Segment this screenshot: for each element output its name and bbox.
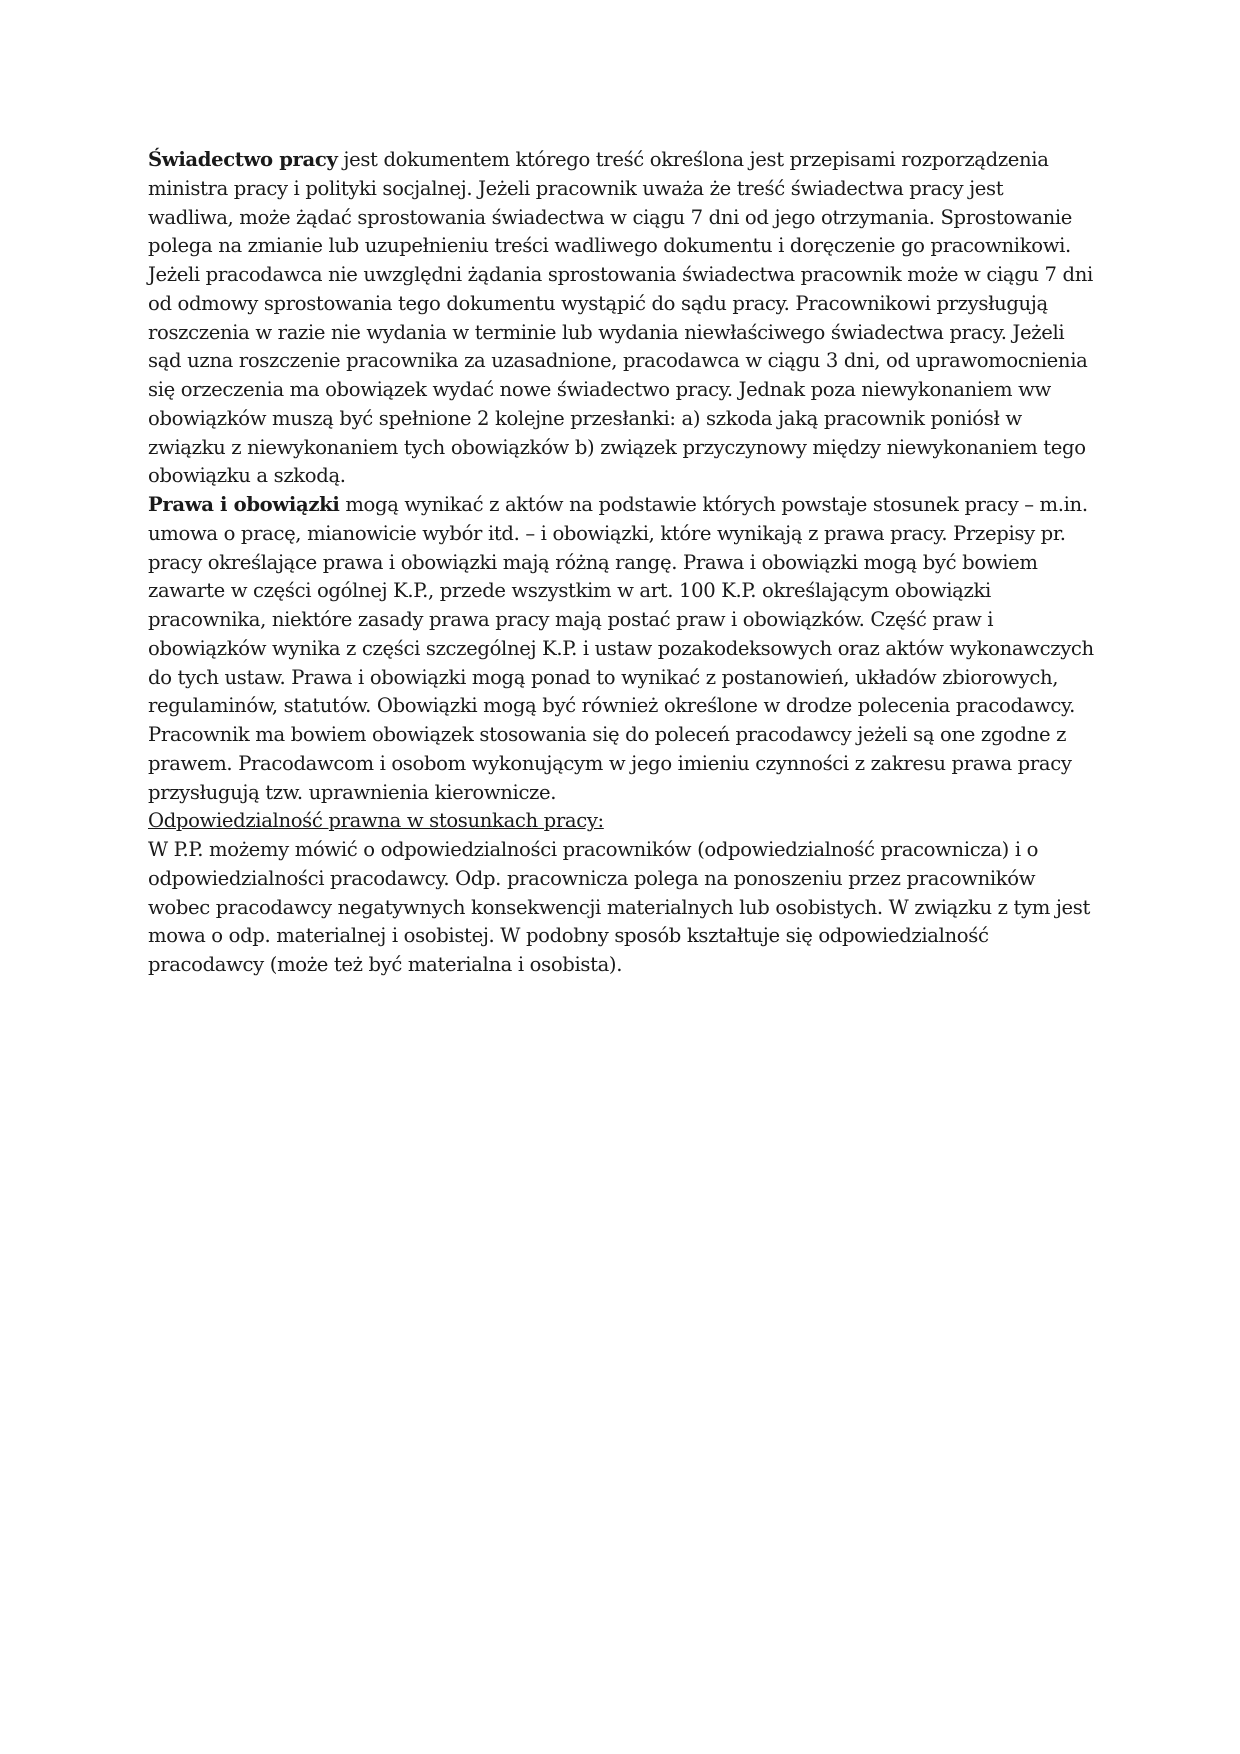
paragraph-lead-term: Prawa i obowiązki [148, 493, 340, 516]
paragraph-text: mogą wynikać z aktów na podstawie których powstaje stosunek pracy – m.in. umowa o pracę, mianowicie wybór itd. – i obowiązki, które wynikają z prawa pracy. Przepisy pr. pracy określające prawa i obowiązki mają różną rangę. Prawa i obowiązki mogą być bowiem zawarte w części ogólnej K.P., przede wszystkim w art. 100 K.P. określającym obowiązki pracownika, niektóre zasady prawa pracy mają postać praw i obowiązków. Część praw i obowiązków wynika z części szczególnej K.P. i ustaw pozakodeksowych oraz aktów wykonawczych do tych ustaw. Prawa i obowiązki mogą ponad to wynikać z postanowień, układów zbiorowych, regulaminów, statutów. Obowiązki mogą być również określone w drodze polecenia pracodawcy. Pracownik ma bowiem obowiązek stosowania się do poleceń pracodawcy jeżeli są one zgodne z prawem. Pracodawcom i osobom wykonującym w jego imieniu czynności z zakresu prawa pracy przysługują tzw. uprawnienia kierownicze. [148, 493, 1094, 804]
section-heading: Odpowiedzialność prawna w stosunkach pracy: [148, 809, 604, 833]
document-body [148, 146, 1094, 980]
paragraph-lead-term: Świadectwo pracy [148, 148, 338, 171]
paragraph-text: jest dokumentem którego treść określona jest przepisami rozporządzenia ministra pracy i polityki socjalnej. Jeżeli pracownik uważa że treść świadectwa pracy jest wadliwa, może żądać sprostowania świadectwa w ciągu 7 dni od jego otrzymania. Sprostowanie polega na zmianie lub uzupełnieniu treści wadliwego dokumentu i doręczenie go pracownikowi. Jeżeli pracodawca nie uwzględni żądania sprostowania świadectwa pracownik może w ciągu 7 dni od odmowy sprostowania tego dokumentu wystąpić do sądu pracy. Pracownikowi przysługują roszczenia w razie nie wydania w terminie lub wydania niewłaściwego świadectwa pracy. Jeżeli sąd uzna roszczenie pracownika za uzasadnione, pracodawca w ciągu 3 dni, od uprawomocnienia się orzeczenia ma obowiązek wydać nowe świadectwo pracy. Jednak poza niewykonaniem ww obowiązków muszą być spełnione 2 kolejne przesłanki: a) szkoda jaką pracownik poniósł w związku z niewykonaniem tych obowiązków b) związek przyczynowy między niewykonaniem tego obowiązku a szkodą. [148, 148, 1093, 488]
paragraph-swiadectwo-pracy [148, 146, 1094, 491]
paragraph-odpowiedzialnosc: W P.P. możemy mówić o odpowiedzialności pracowników (odpowiedzialność pracownicza) i o odpowiedzialności pracodawcy. Odp. pracownicza polega na ponoszeniu przez pracowników wobec pracodawcy negatywnych konsekwencji materialnych lub osobistych. W związku z tym jest mowa o odp. materialnej i osobistej. W podobny sposób kształtuje się odpowiedzialność pracodawcy (może też być materialna i osobista). [148, 838, 1091, 976]
paragraph-prawa-i-obowiazki [148, 491, 1094, 807]
